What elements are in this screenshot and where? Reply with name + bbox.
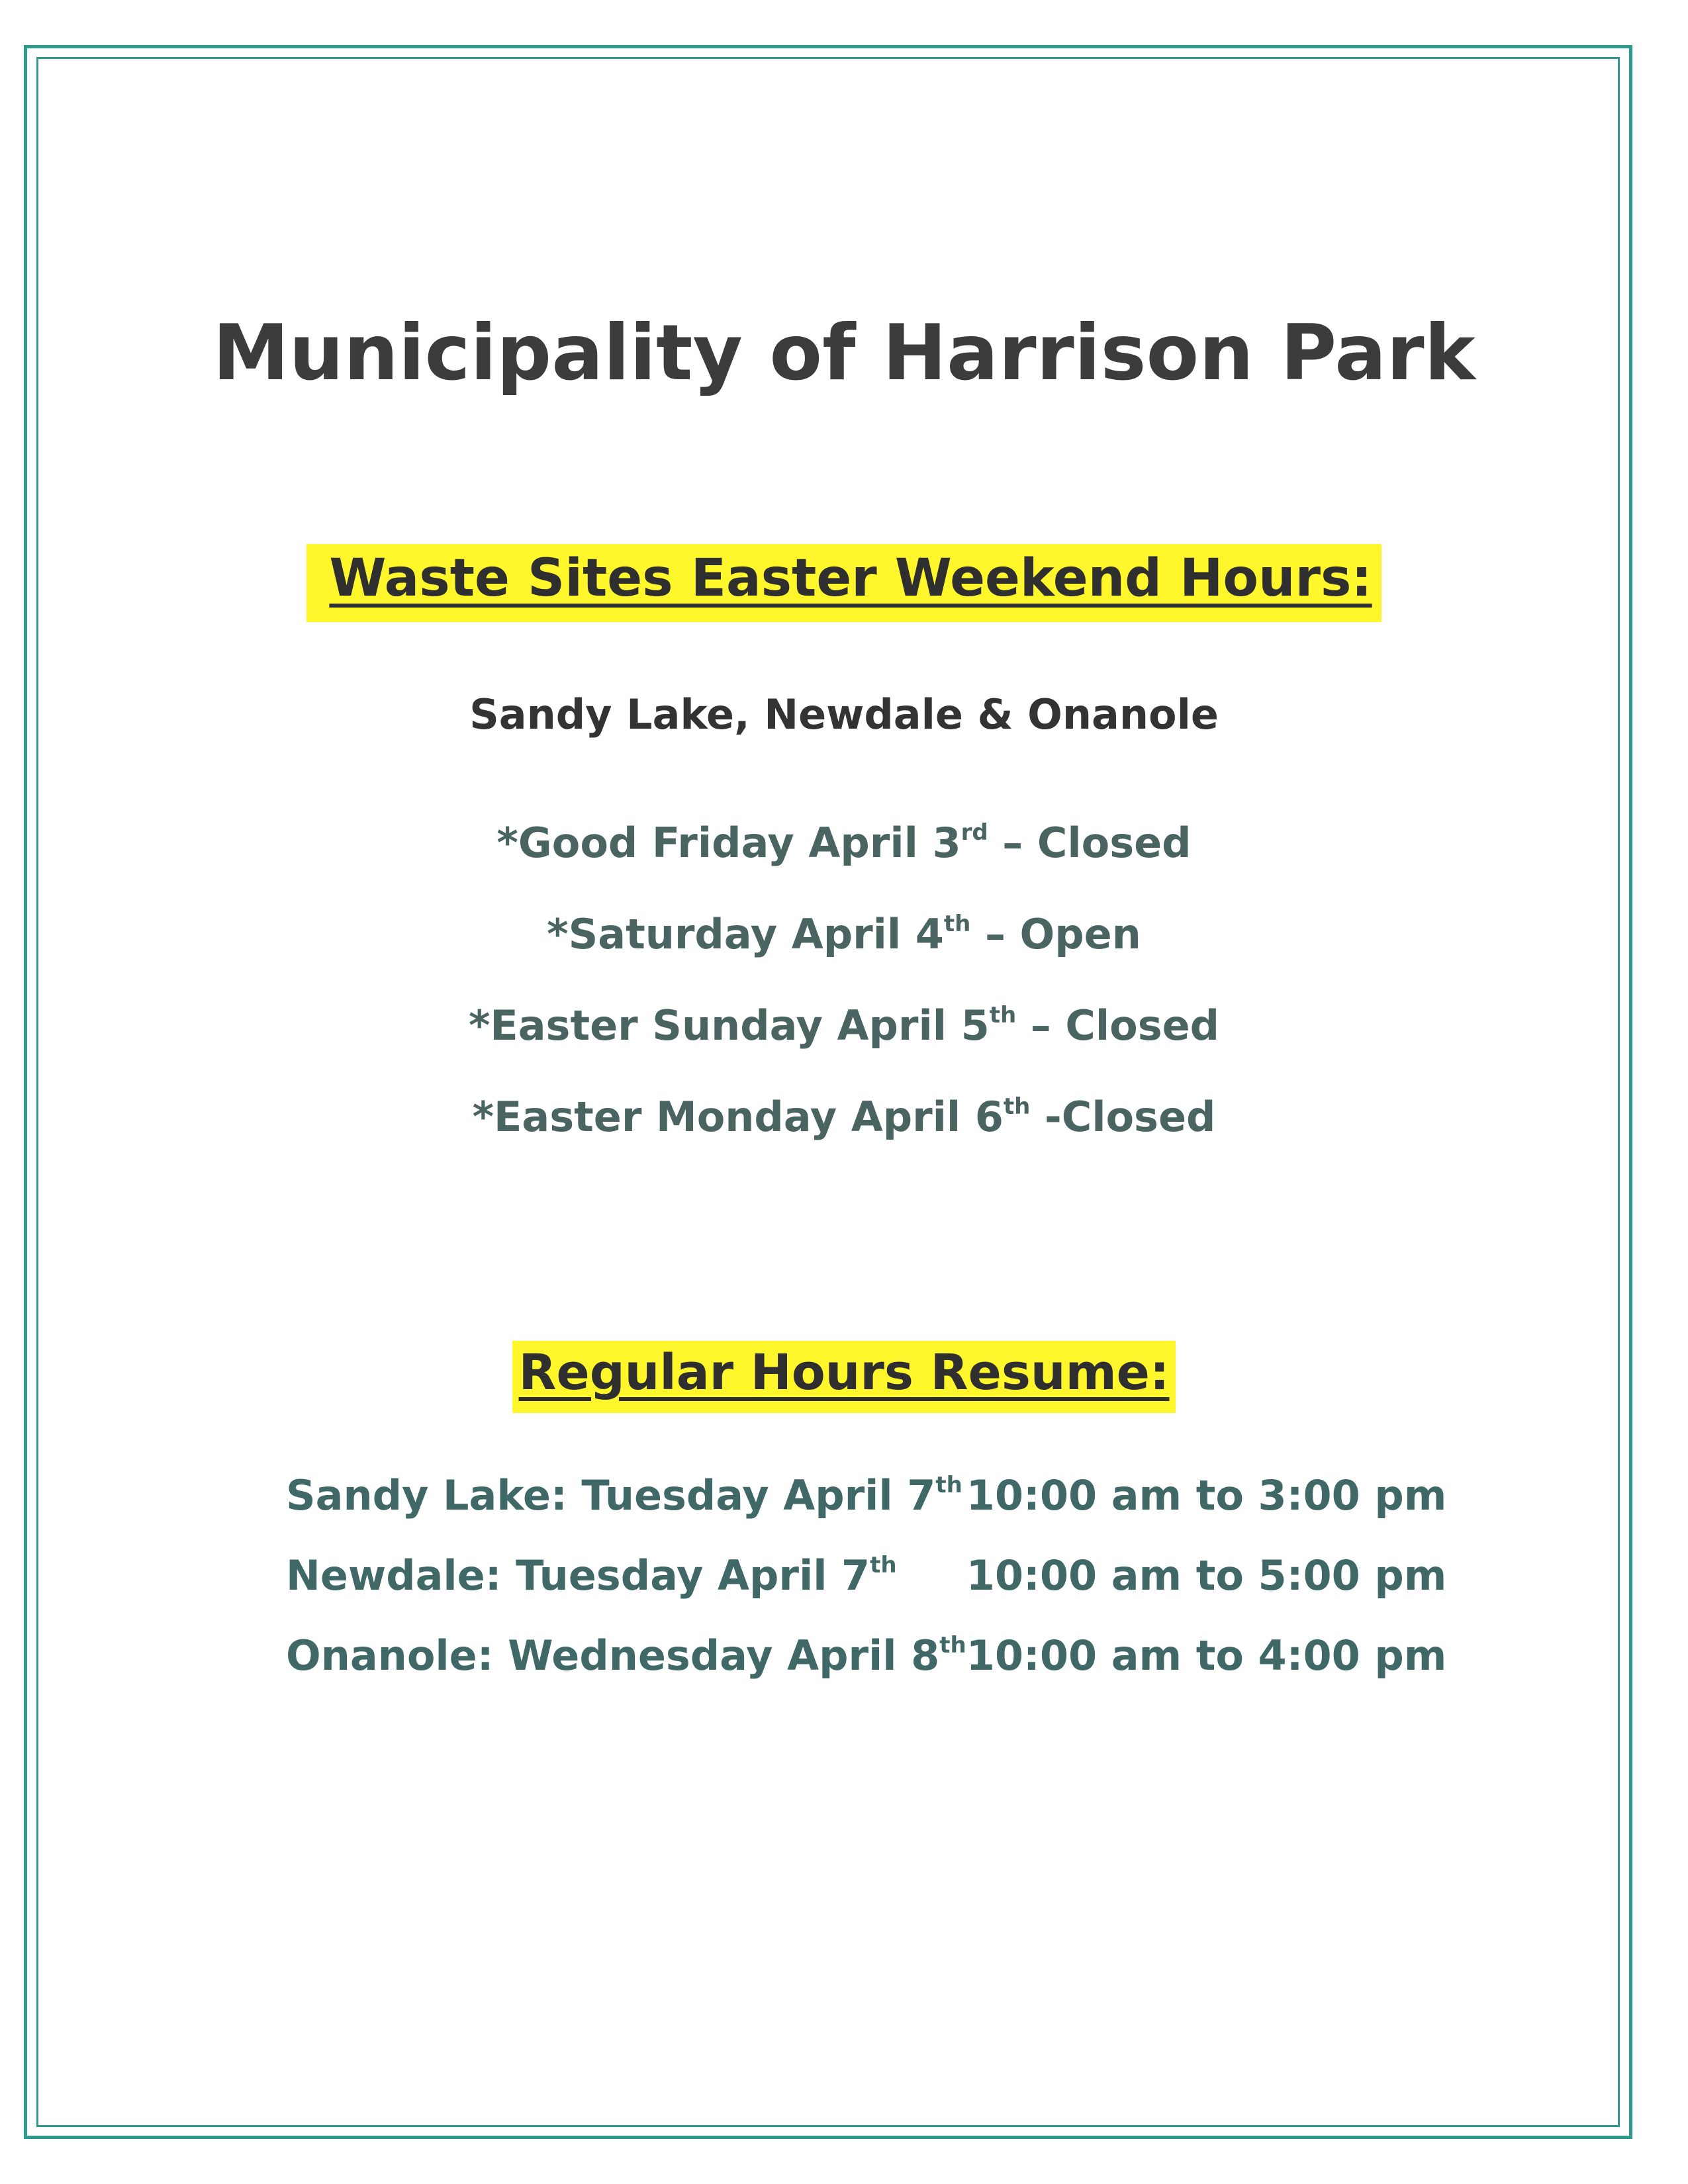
site-day-cell: Sandy Lake: Tuesday April 7th <box>286 1471 962 1520</box>
holiday-item: *Easter Monday April 6th -Closed <box>472 1093 1216 1141</box>
holiday-item: *Good Friday April 3rd – Closed <box>496 819 1192 867</box>
regular-hours-heading-text: Regular Hours Resume: <box>512 1341 1176 1413</box>
hours-cell: 10:00 am to 5:00 pm <box>966 1551 1447 1600</box>
easter-hours-heading <box>0 544 1688 622</box>
page-title: Municipality of Harrison Park <box>212 308 1476 398</box>
hours-cell: 10:00 am to 4:00 pm <box>966 1631 1447 1680</box>
regular-hours-heading <box>0 1341 1688 1413</box>
regular-hours-table <box>286 1473 1446 1713</box>
holiday-item: *Easter Sunday April 5th – Closed <box>468 1001 1220 1050</box>
holiday-hours-list <box>0 821 1688 1186</box>
easter-hours-heading-text: Waste Sites Easter Weekend Hours: <box>306 544 1381 622</box>
table-row <box>286 1473 1446 1553</box>
site-day-cell: Newdale: Tuesday April 7th <box>286 1551 897 1600</box>
site-day-cell: Onanole: Wednesday April 8th <box>286 1631 966 1680</box>
table-row <box>286 1633 1446 1713</box>
waste-sites-names: Sandy Lake, Newdale & Onanole <box>469 690 1219 739</box>
holiday-item: *Saturday April 4th – Open <box>547 910 1141 958</box>
table-row <box>286 1553 1446 1633</box>
hours-cell: 10:00 am to 3:00 pm <box>966 1471 1447 1520</box>
